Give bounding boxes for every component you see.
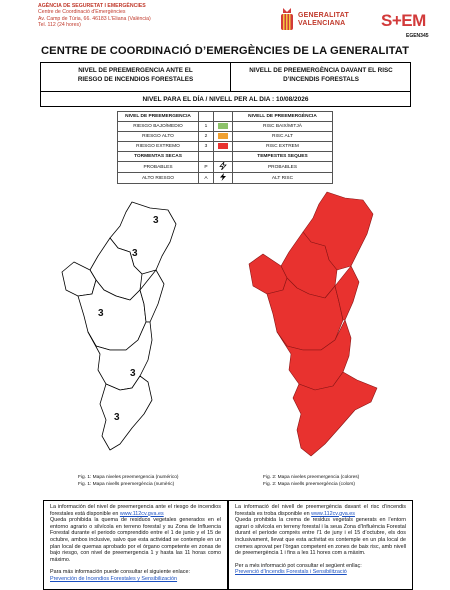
legend-row — [118, 132, 333, 142]
centre-name: Centre de Coordinació d'Emergències — [38, 9, 126, 16]
info-va-link[interactable]: www.112cv.gva.es — [311, 510, 355, 517]
storm-row — [118, 162, 333, 173]
legend-table — [117, 111, 333, 184]
agency-header — [38, 3, 151, 28]
generalitat-shield-icon — [280, 6, 294, 32]
generalitat-wordmark — [298, 12, 349, 28]
legend-es: RIESGO BAJO/MEDIO — [118, 122, 199, 132]
info-es-more-link[interactable]: Prevención de Incendios Forestales y Sensibilización — [50, 575, 178, 582]
storm-code: A — [199, 173, 214, 184]
lightning-filled-icon — [214, 173, 233, 184]
sem-logo: S+EM — [381, 11, 426, 30]
legend-number: 2 — [199, 132, 214, 142]
legend-es: RIESGO EXTREMO — [118, 142, 199, 152]
level-title-va-line-1: NIVELL DE PREEMERGÈNCIA DAVANT EL RISC — [249, 67, 393, 74]
storm-head-es: TORMENTAS SECAS — [118, 152, 199, 162]
legend-va: RISC ALT — [233, 132, 333, 142]
storm-row — [118, 173, 333, 184]
legend-head-va: NIVELL DE PREEMERGÈNCIA — [233, 112, 333, 122]
caption-left-1: Fig. 1: Mapa niveles preemergencia (numérico) — [78, 475, 179, 480]
legend-head-blank — [214, 112, 233, 122]
gv-line-1: GENERALITAT — [298, 12, 349, 19]
legend-va: RISC BAIX/MITJÀ — [233, 122, 333, 132]
map-colored — [245, 190, 390, 470]
region-colored-map — [245, 190, 390, 470]
legend-swatch — [214, 132, 233, 142]
info-va-more: Per a més informació pot consultar el següent enllaç: — [235, 562, 362, 569]
storm-es: PROBABLES — [118, 162, 199, 173]
storm-head-va: TEMPESTES SEQUES — [233, 152, 333, 162]
legend-number: 1 — [199, 122, 214, 132]
agency-name: AGÈNCIA DE SEGURETAT I EMERGÈNCIES — [38, 3, 146, 9]
agency-address: Av. Camp de Túria, 66. 46183 L'Eliana (València) — [38, 15, 151, 22]
level-title-es — [41, 63, 231, 91]
legend-head-blank — [199, 112, 214, 122]
info-box-es — [43, 500, 228, 590]
legend-es: RIESGO ALTO — [118, 132, 199, 142]
region-outline-map — [60, 200, 180, 460]
level-title-es-line-1: NIVEL DE PREEMERGENCIA ANTE EL — [78, 67, 193, 74]
agency-phone: Tel. 112 (24 hores) — [38, 21, 81, 28]
map-numeric — [60, 200, 180, 460]
storm-es: ALTO RIESGO — [118, 173, 199, 184]
info-es-p1: La información del nivel de preemergencia ante el riesgo de incendios forestales está disponible en — [50, 504, 221, 517]
doc-code: EGEN345 — [406, 33, 429, 39]
info-va-p1: La informació del nivell de preemergència davant el risc d’incendis forestals es troba disponible en — [235, 504, 406, 517]
storm-code: P — [199, 162, 214, 173]
info-es-more: Para más información puede consultar el siguiente enlace: — [50, 569, 190, 576]
caption-left — [78, 474, 179, 488]
caption-right-1: Fig. 2: Mapa niveles preemergencia (colores) — [263, 475, 360, 480]
gv-line-2: VALENCIANA — [298, 20, 346, 27]
storm-va: PROBABLES — [233, 162, 333, 173]
map-level-label: 3 — [130, 368, 136, 379]
legend-va: RISC EXTREM — [233, 142, 333, 152]
storm-va: ALT RISC — [233, 173, 333, 184]
caption-left-2: Fig. 1: Mapa nivells preemergència (numèric) — [78, 482, 175, 487]
map-level-label: 3 — [153, 215, 159, 226]
storm-head-blank — [214, 152, 233, 162]
info-es-p2: Queda prohibida la quema de residuos vegetales generados en el entorno agrario o silvícola en terreno forestal y su Zona de Influencia Forestal durante el periodo comprendido entre el 1 de junio y el 15 de octubre, ambos inclusive, salvo que esta actividad se contemple en un plan local de quemas aprobado por el órgano competente en zonas de bajo riesgo, con nivel de preemergencia 1 y hasta las 11 horas como máximo. — [50, 517, 221, 563]
map-level-label: 3 — [132, 248, 138, 259]
caption-right-2: Fig. 2: Mapa nivells preemergència (colors) — [263, 482, 355, 487]
legend-row — [118, 122, 333, 132]
legend-row — [118, 142, 333, 152]
info-es-link[interactable]: www.112cv.gva.es — [119, 510, 164, 517]
info-va-intro — [235, 504, 406, 517]
level-title-va — [231, 63, 411, 91]
level-title-va-line-2: D’INCENDIS FORESTALS — [283, 76, 359, 83]
legend-swatch — [214, 122, 233, 132]
info-va-p2: Queda prohibida la crema de residus vegetals generats en l’entorn agrari o silvícola en terreny forestal i la seua Zona d’Influència Forestal durant el període comprés entre l’1 de juny i el 15 d’octubre, els dos inclusivament, llevat que esta activitat es contemple en un pla local de cremes aprovat per l’òrgan competent en zones de baix risc, amb nivell de preemergència 1 i fins a les 11 hores com a màxim. — [235, 517, 406, 557]
info-es-intro — [50, 504, 221, 517]
preemergency-level-box — [40, 62, 411, 107]
lightning-icon — [214, 162, 233, 173]
info-box-va — [228, 500, 413, 590]
info-va-more-link[interactable]: Prevenció d’Incendis Forestals i Sensibilització — [235, 569, 347, 576]
caption-right — [263, 474, 359, 488]
level-title-es-line-2: RIESGO DE INCENDIOS FORESTALES — [77, 76, 194, 83]
level-day: NIVEL PARA EL DÍA / NIVELL PER AL DIA : 10/08/2026 — [41, 91, 410, 108]
map-level-label: 3 — [98, 308, 104, 319]
map-level-label: 3 — [114, 412, 120, 423]
page-title: CENTRE DE COORDINACIÓ D’EMERGÈNCIES DE LA GENERALITAT — [40, 45, 410, 57]
legend-swatch — [214, 142, 233, 152]
storm-head-blank — [199, 152, 214, 162]
legend-number: 3 — [199, 142, 214, 152]
legend-head-es: NIVEL DE PREEMERGENCIA — [118, 112, 199, 122]
